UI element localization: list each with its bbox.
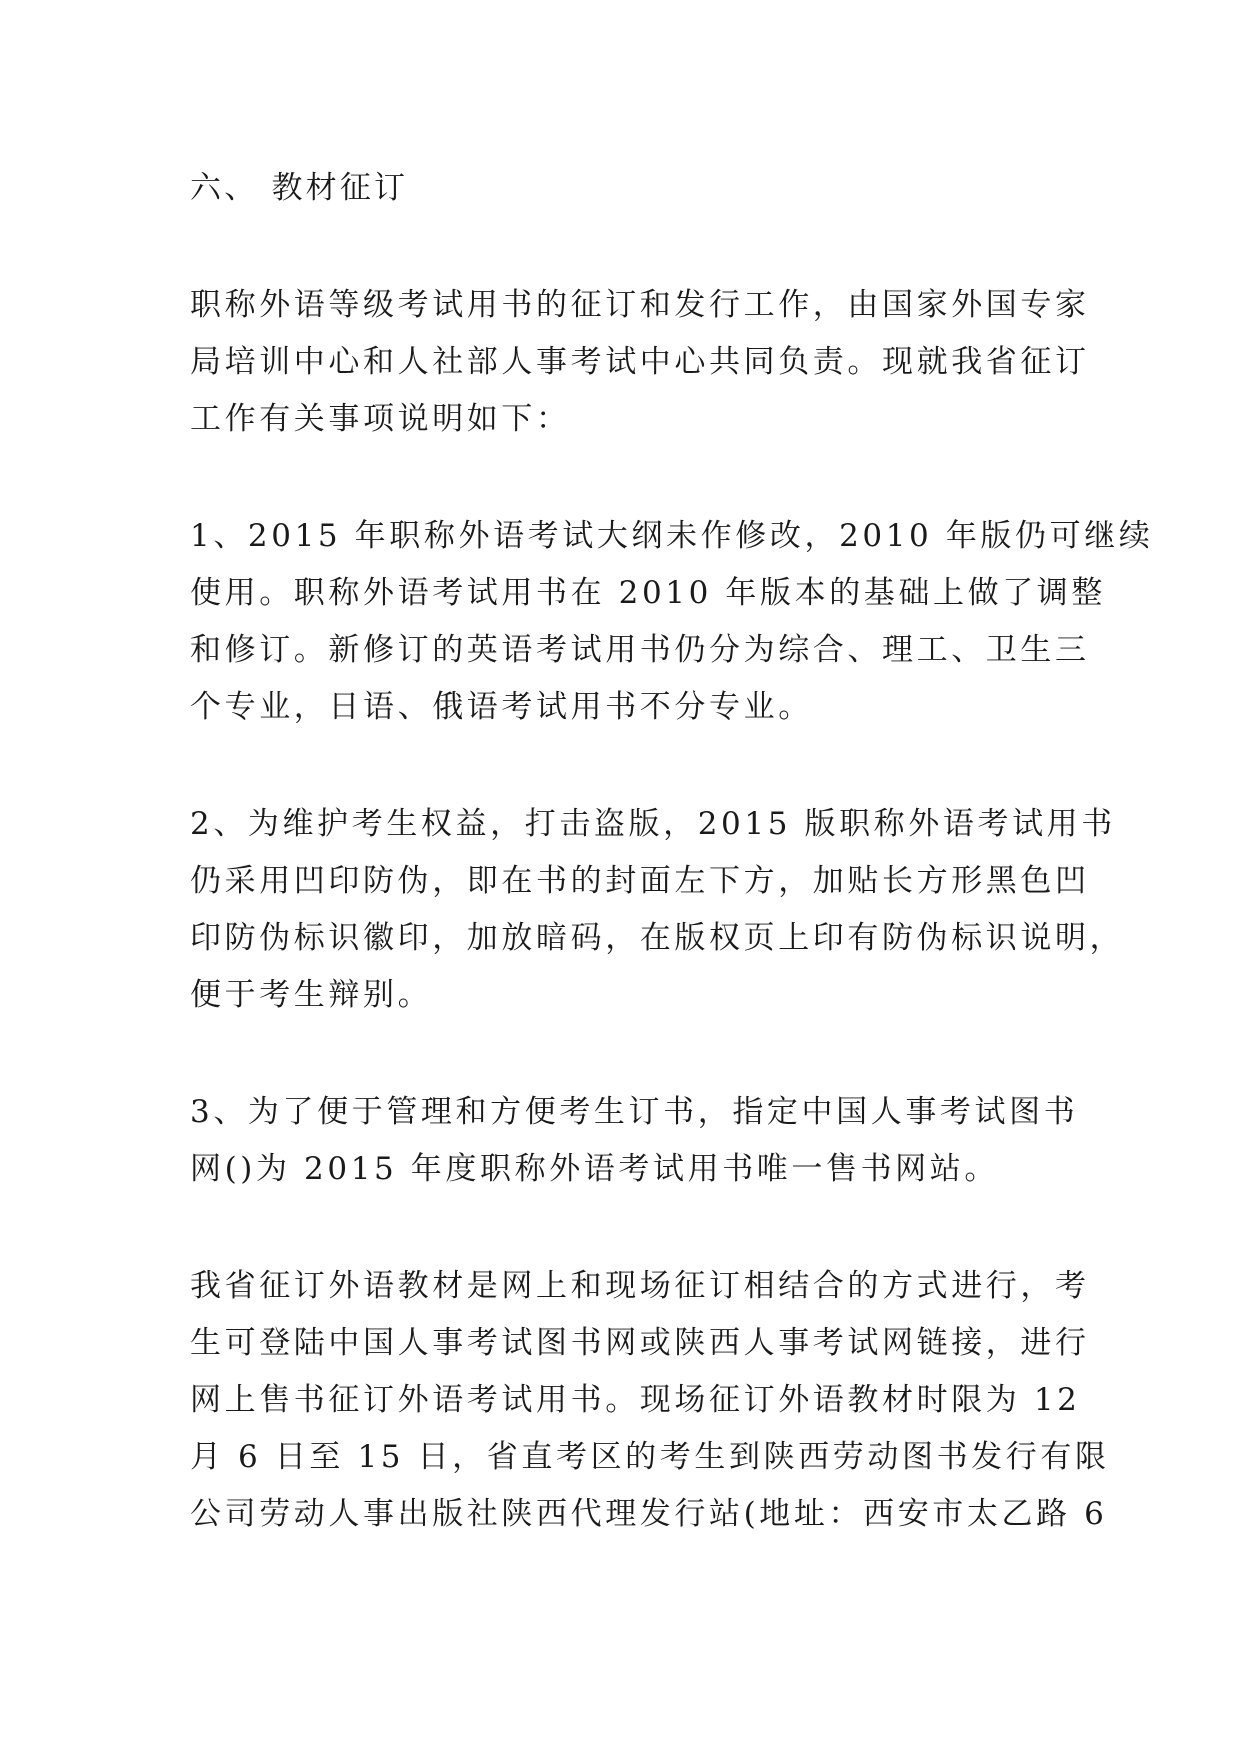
paragraph-line: 个专业，日语、俄语考试用书不分专业。 [190,689,813,725]
paragraph-line: 生可登陆中国人事考试图书网或陕西人事考试网链接，进行 [190,1325,1090,1361]
paragraph-intro [190,277,1090,448]
paragraph-line: 2、为维护考生权益，打击盗版，2015 版职称外语考试用书 [190,806,1116,842]
paragraph-line: 公司劳动人事出版社陕西代理发行站(地址：西安市太乙路 6 [190,1496,1108,1532]
paragraph-line: 3、为了便于管理和方便考生订书，指定中国人事考试图书 [190,1094,1079,1130]
section-heading: 六、 教材征订 [190,170,409,206]
paragraph-line: 我省征订外语教材是网上和现场征订相结合的方式进行，考 [190,1268,1090,1304]
document-body [190,160,1154,1543]
paragraph-gap [190,736,1052,796]
paragraph-gap [190,217,1052,277]
paragraph-line: 月 6 日至 15 日，省直考区的考生到陕西劳动图书发行有限 [190,1439,1110,1475]
paragraph-line: 使用。职称外语考试用书在 2010 年版本的基础上做了调整 [190,575,1106,611]
paragraph-line: 工作有关事项说明如下： [190,401,571,437]
paragraph-line: 职称外语等级考试用书的征订和发行工作，由国家外国专家 [190,287,1090,323]
paragraph-gap [190,448,1052,508]
paragraph-line: 1、2015 年职称外语考试大纲未作修改，2010 年版仍可继续 [190,518,1154,554]
paragraph-line: 印防伪标识徽印，加放暗码，在版权页上印有防伪标识说明， [190,920,1125,956]
paragraph-item-1 [190,508,1154,736]
paragraph-gap [190,1198,1052,1258]
paragraph-line: 网上售书征订外语考试用书。现场征订外语教材时限为 12 [190,1382,1081,1418]
paragraph-line: 局培训中心和人社部人事考试中心共同负责。现就我省征订 [190,344,1090,380]
paragraph-line: 便于考生辩别。 [190,977,433,1013]
paragraph-line: 网()为 2015 年度职称外语考试用书唯一售书网站。 [190,1151,999,1187]
paragraph-gap [190,1024,1052,1084]
paragraph-line: 和修订。新修订的英语考试用书仍分为综合、理工、卫生三 [190,632,1090,668]
paragraph-item-3 [190,1084,1079,1198]
paragraph-ordering-method [190,1258,1110,1543]
paragraph-item-2 [190,796,1125,1024]
paragraph-line: 仍采用凹印防伪，即在书的封面左下方，加贴长方形黑色凹 [190,863,1090,899]
